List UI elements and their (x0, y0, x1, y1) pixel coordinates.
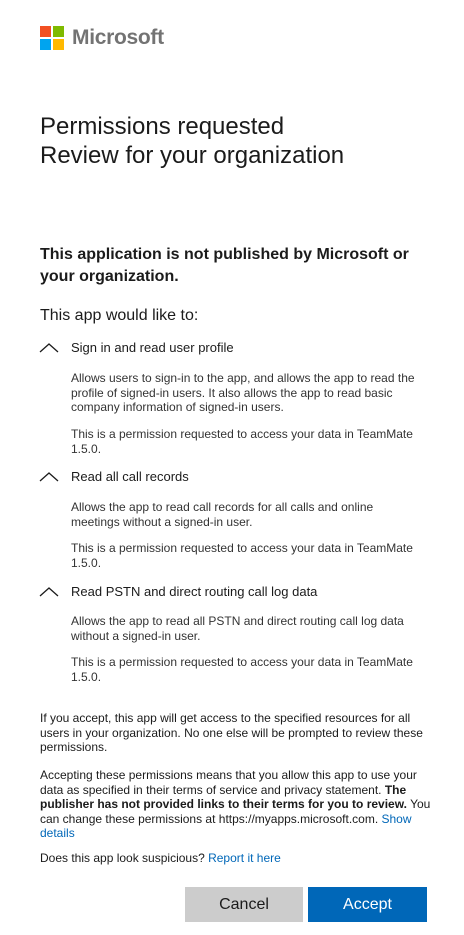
terms-text-part2: You can change these permissions at https://myapps.microsoft.com. (40, 797, 431, 826)
suspicious-app-text (40, 851, 432, 866)
terms-text-part1: Accepting these permissions means that you allow this app to use your data as specified in their terms of service and privacy statement. (40, 768, 417, 797)
chevron-up-icon (38, 585, 60, 599)
title-line-2: Review for your organization (40, 142, 345, 169)
logo-square-green (53, 26, 64, 37)
permission-toggle-sign-in[interactable] (38, 340, 234, 355)
permission-note: This is a permission requested to access your data in TeamMate 1.5.0. (71, 427, 413, 456)
microsoft-logo-icon (40, 26, 64, 50)
terms-text (40, 768, 432, 841)
permission-description: Allows the app to read all PSTN and direct routing call log data without a signed-in user. (71, 614, 404, 643)
report-it-here-link[interactable]: Report it here (208, 851, 281, 865)
terms-text-bold: The publisher has not provided links to their terms for you to review. (40, 782, 407, 811)
logo-square-red (40, 26, 51, 37)
chevron-up-icon (38, 470, 60, 484)
title-line-1: Permissions requested (40, 113, 285, 140)
unverified-publisher-warning: This application is not published by Microsoft or your organization. (40, 246, 409, 285)
permission-note: This is a permission requested to access your data in TeamMate 1.5.0. (71, 655, 413, 684)
suspicious-question: Does this app look suspicious? (40, 851, 209, 865)
permission-description: Allows users to sign-in to the app, and allows the app to read the profile of signed-in users. It also allows the app to read basic company information of signed-in users. (71, 371, 415, 414)
permission-title: Read all call records (71, 469, 189, 484)
permissions-intro: This app would like to: (40, 307, 199, 324)
permission-title: Sign in and read user profile (71, 340, 234, 355)
permission-description: Allows the app to read call records for all calls and online meetings without a signed-in user. (71, 500, 374, 529)
permission-title: Read PSTN and direct routing call log data (71, 584, 318, 599)
show-details-link[interactable]: Show details (40, 811, 412, 840)
logo-square-yellow (53, 39, 64, 50)
microsoft-logo (40, 26, 164, 50)
accept-button[interactable]: Accept (308, 887, 427, 922)
brand-name: Microsoft (72, 26, 164, 49)
logo-square-blue (40, 39, 51, 50)
page-title (40, 112, 344, 170)
permission-toggle-pstn-logs[interactable] (38, 584, 317, 599)
cancel-button[interactable]: Cancel (185, 887, 303, 922)
chevron-up-icon (38, 341, 60, 355)
permission-note: This is a permission requested to access your data in TeamMate 1.5.0. (71, 541, 413, 570)
permission-toggle-call-records[interactable] (38, 469, 189, 484)
accept-info-text: If you accept, this app will get access to the specified resources for all users in your organization. No one else will be prompted to review these permissions. (40, 711, 423, 754)
